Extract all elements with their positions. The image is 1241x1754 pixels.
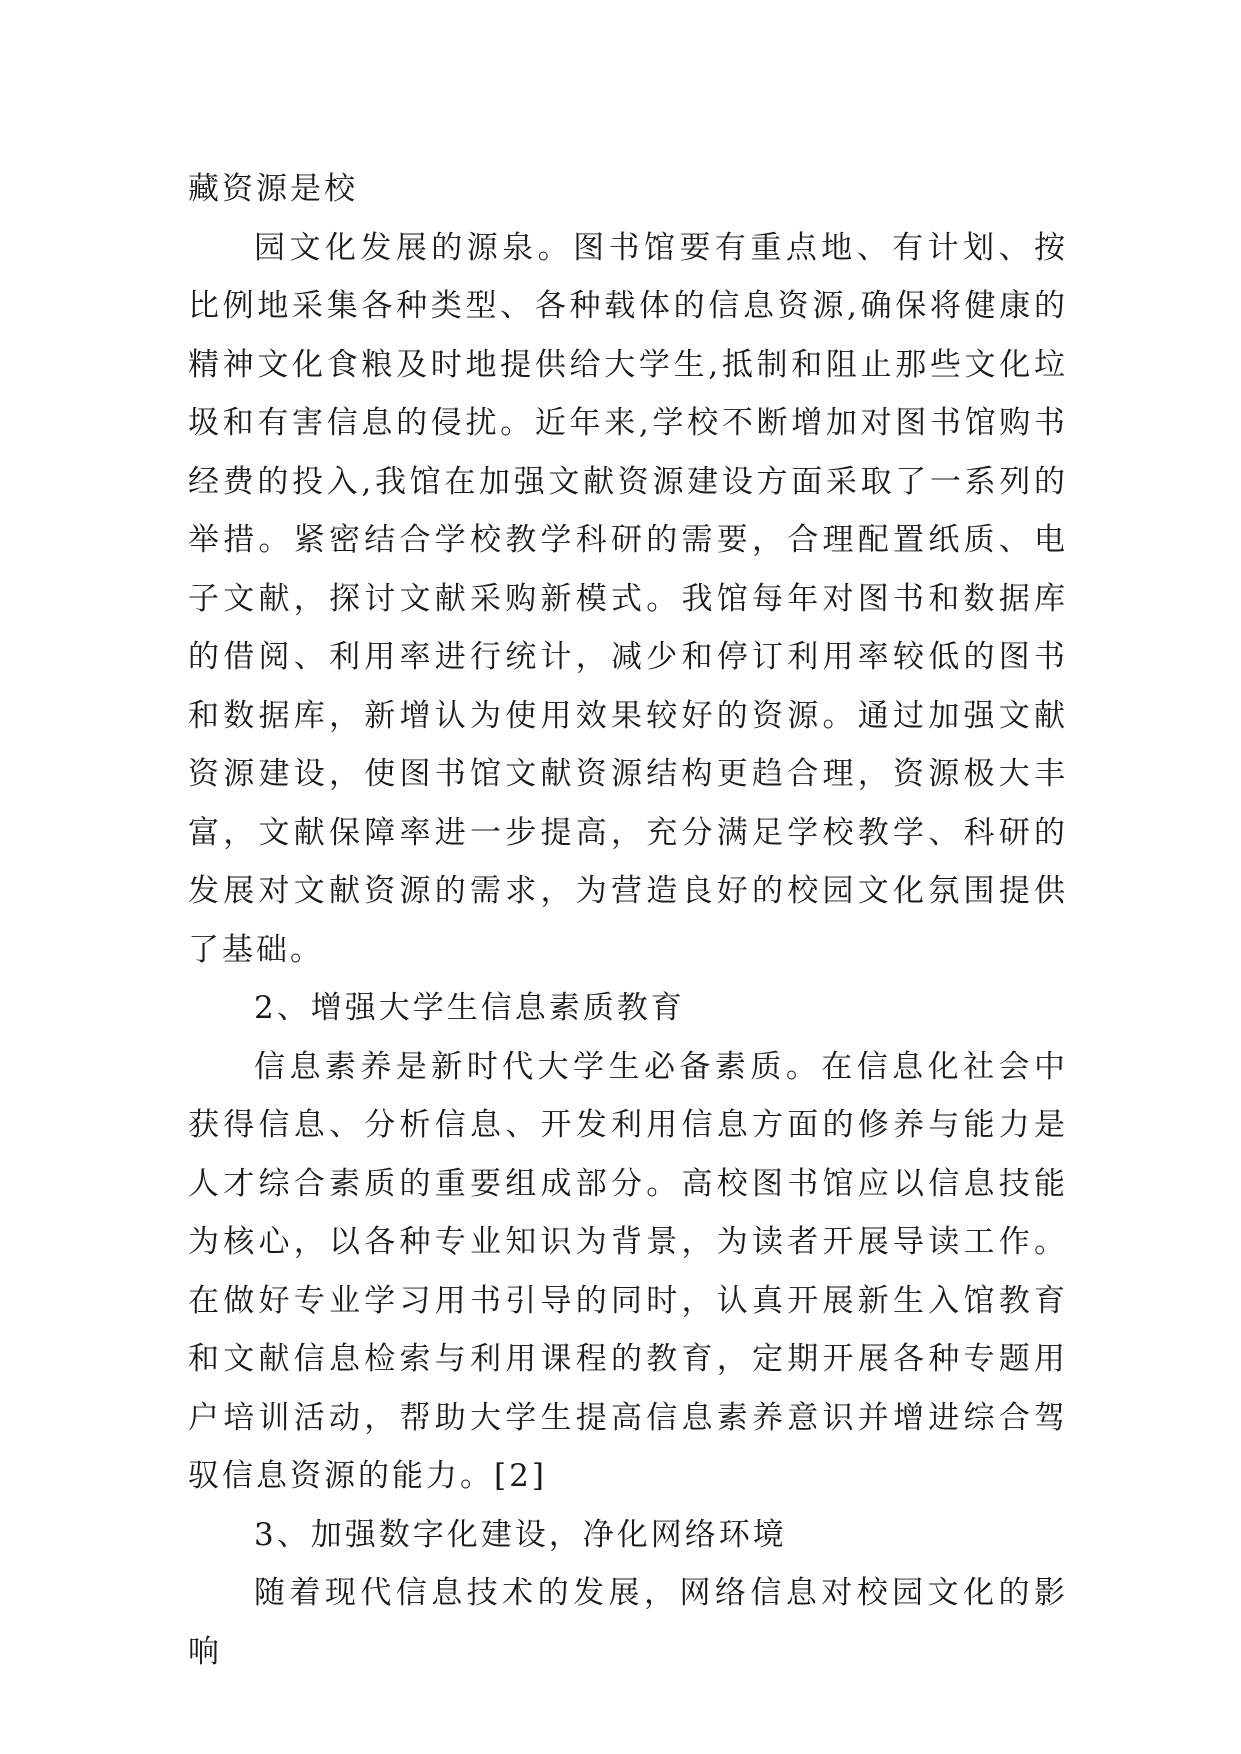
paragraph-digital-construction: 随着现代信息技术的发展，网络信息对校园文化的影响 [188,1575,1068,1670]
document-body [188,160,1068,1681]
section-heading-3: 3、加强数字化建设，净化网络环境 [254,1516,787,1553]
paragraph-continuation: 藏资源是校 [188,171,358,207]
paragraph-resource-building: 园文化发展的源泉。图书馆要有重点地、有计划、按比例地采集各种类型、各种载体的信息资源,确保将健康的精神文化食粮及时地提供给大学生,抵制和阻止那些文化垃圾和有害信息的侵扰。近年来,学校不断增加对图书馆购书经费的投入,我馆在加强文献资源建设方面采取了一系列的举措。紧密结合学校教学科研的需要，合理配置纸质、电子文献，探讨文献采购新模式。我馆每年对图书和数据库的借阅、利用率进行统计，减少和停订利用率较低的图书和数据库，新增认为使用效果较好的资源。通过加强文献资源建设，使图书馆文献资源结构更趋合理，资源极大丰富，文献保障率进一步提高，充分满足学校教学、科研的发展对文献资源的需求，为营造良好的校园文化氛围提供了基础。 [188,229,1068,968]
paragraph-information-literacy: 信息素养是新时代大学生必备素质。在信息化社会中获得信息、分析信息、开发利用信息方面的修养与能力是人才综合素质的重要组成部分。高校图书馆应以信息技能为核心，以各种专业知识为背景，为读者开展导读工作。在做好专业学习用书引导的同时，认真开展新生入馆教育和文献信息检索与利用课程的教育，定期开展各种专题用户培训活动，帮助大学生提高信息素养意识并增进综合驾驭信息资源的能力。[2] [188,1048,1068,1494]
section-heading-2: 2、增强大学生信息素质教育 [254,990,685,1026]
